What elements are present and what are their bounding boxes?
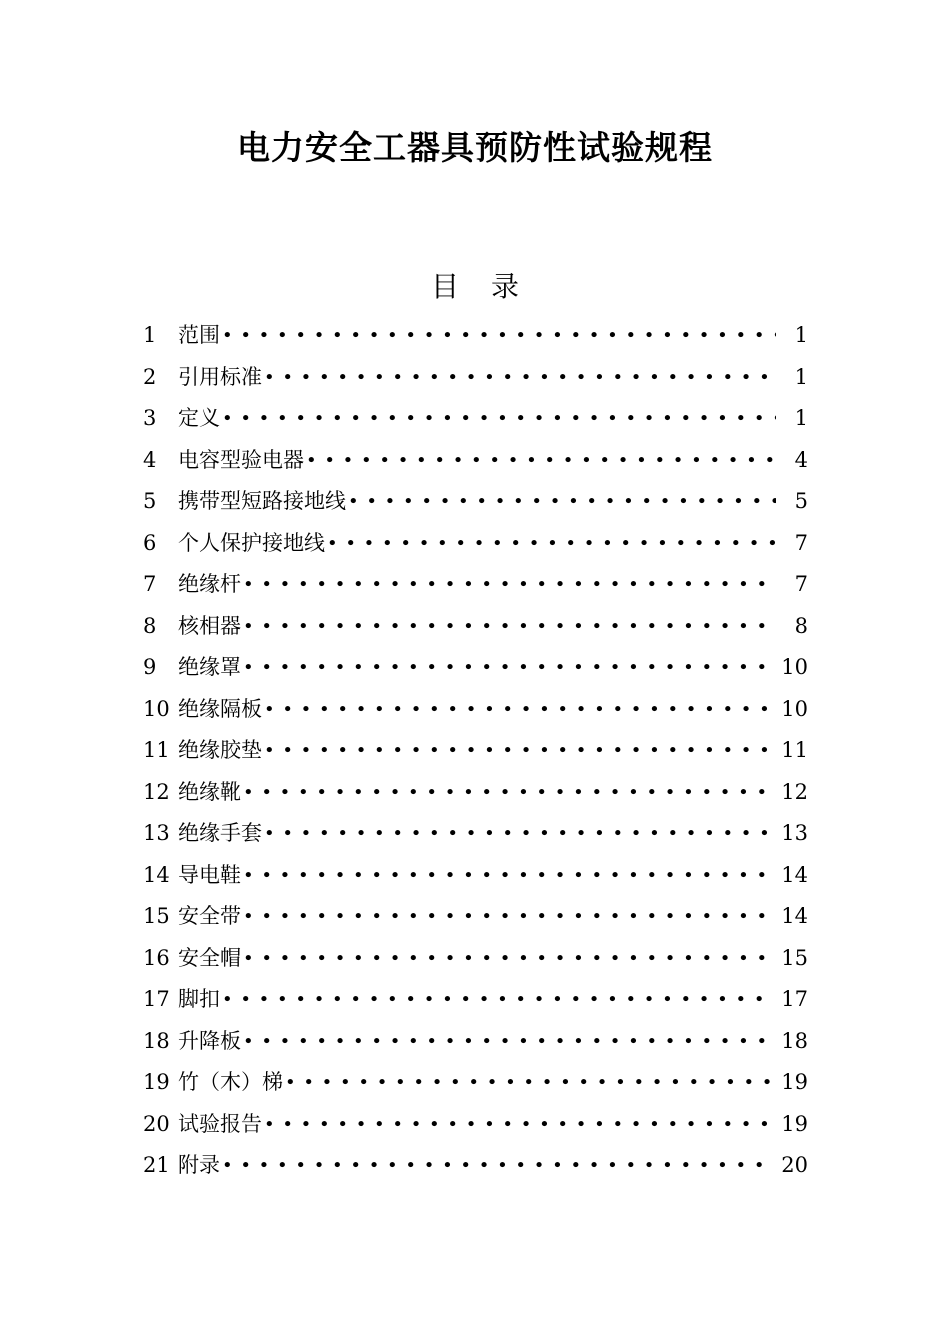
toc-entry-number: 2	[143, 364, 157, 389]
toc-entry-page-number: 19	[781, 1111, 808, 1136]
toc-entry-label: 导电鞋	[178, 862, 241, 887]
toc-dot-leader	[327, 523, 776, 565]
toc-entry-number: 13	[143, 821, 170, 845]
toc-entry-page-number: 17	[781, 987, 808, 1011]
toc-entry-label: 电容型验电器	[178, 447, 304, 472]
toc-entry-number: 15	[143, 904, 170, 928]
toc-dot-leader	[222, 315, 776, 357]
toc-dot-leader	[264, 730, 773, 772]
toc-entry-number: 16	[143, 945, 170, 970]
toc-entry-page-number: 1	[794, 364, 808, 389]
toc-entry[interactable]	[143, 813, 808, 855]
toc-entry-page-number: 8	[794, 613, 808, 638]
toc-entry-number: 11	[143, 738, 170, 762]
toc-dot-leader	[243, 772, 773, 814]
toc-entry[interactable]	[143, 938, 808, 980]
toc-entry-page-number: 12	[781, 779, 808, 804]
toc-entry-number: 20	[143, 1111, 170, 1136]
toc-entry-number: 8	[143, 613, 157, 638]
toc-entry-label: 绝缘杆	[178, 572, 241, 596]
toc-entry[interactable]	[143, 1062, 808, 1104]
toc-entry[interactable]	[143, 1145, 808, 1187]
toc-dot-leader	[264, 813, 773, 855]
toc-entry-label: 绝缘罩	[178, 655, 241, 679]
toc-entry-label: 试验报告	[178, 1111, 262, 1136]
toc-entry-label: 安全带	[178, 904, 241, 928]
toc-entry[interactable]	[143, 481, 808, 523]
toc-entry-number: 17	[143, 987, 170, 1011]
toc-entry-label: 绝缘手套	[178, 821, 262, 845]
toc-entry-number: 7	[143, 572, 157, 596]
toc-dot-leader	[243, 938, 773, 980]
toc-entry-page-number: 18	[781, 1028, 808, 1053]
toc-entry-label: 引用标准	[178, 364, 262, 389]
toc-entry-number: 21	[143, 1153, 170, 1177]
toc-entry-label: 脚扣	[178, 987, 220, 1011]
toc-entry[interactable]	[143, 315, 808, 357]
toc-entry-page-number: 5	[794, 489, 808, 513]
toc-entry-number: 4	[143, 447, 157, 472]
toc-dot-leader	[264, 1104, 773, 1146]
toc-entry-label: 安全帽	[178, 945, 241, 970]
toc-dot-leader	[243, 896, 773, 938]
toc-entry-page-number: 1	[794, 406, 808, 430]
toc-entry-page-number: 10	[781, 696, 808, 721]
toc-entry[interactable]	[143, 523, 808, 565]
toc-entry-label: 定义	[178, 406, 220, 430]
toc-entry-label: 绝缘隔板	[178, 696, 262, 721]
toc-entry-page-number: 14	[781, 862, 808, 887]
toc-dot-leader	[243, 606, 776, 648]
toc-entry-number: 12	[143, 779, 170, 804]
toc-dot-leader	[348, 481, 776, 523]
toc-dot-leader	[222, 1145, 773, 1187]
toc-entry-number: 10	[143, 696, 170, 721]
toc-entry[interactable]	[143, 357, 808, 399]
toc-dot-leader	[243, 564, 776, 606]
toc-entry[interactable]	[143, 440, 808, 482]
toc-entry-label: 范围	[178, 323, 220, 347]
toc-entry-number: 9	[143, 655, 157, 679]
toc-entry-number: 18	[143, 1028, 170, 1053]
toc-entry-label: 附录	[178, 1153, 220, 1177]
toc-entry-label: 竹（木）梯	[178, 1070, 283, 1094]
toc-dot-leader	[243, 855, 773, 897]
toc-dot-leader	[264, 689, 773, 731]
toc-entry-page-number: 11	[781, 738, 808, 762]
toc-entry-page-number: 13	[781, 821, 808, 845]
toc-entry-page-number: 7	[794, 530, 808, 555]
toc-entry-label: 个人保护接地线	[178, 530, 325, 555]
toc-dot-leader	[243, 1021, 773, 1063]
toc-entry-number: 14	[143, 862, 170, 887]
toc-entry[interactable]	[143, 730, 808, 772]
toc-entry-page-number: 20	[781, 1153, 808, 1177]
toc-entry-number: 1	[143, 323, 157, 347]
toc-entry-page-number: 1	[794, 323, 808, 347]
toc-entry[interactable]	[143, 647, 808, 689]
toc-dot-leader	[222, 398, 776, 440]
toc-entry[interactable]	[143, 1021, 808, 1063]
toc-entry-page-number: 14	[781, 904, 808, 928]
toc-entry-label: 绝缘靴	[178, 779, 241, 804]
toc-dot-leader	[264, 357, 776, 399]
toc-entry[interactable]	[143, 855, 808, 897]
toc-entry[interactable]	[143, 564, 808, 606]
toc-entry-page-number: 19	[781, 1070, 808, 1094]
toc-dot-leader	[243, 647, 773, 689]
toc-entry[interactable]	[143, 606, 808, 648]
toc-entry-number: 19	[143, 1070, 170, 1094]
toc-heading	[0, 268, 950, 306]
toc-entry[interactable]	[143, 1104, 808, 1146]
toc-entry-number: 5	[143, 489, 157, 513]
toc-dot-leader	[285, 1062, 773, 1104]
toc-list	[143, 315, 808, 1187]
toc-entry-page-number: 15	[781, 945, 808, 970]
toc-dot-leader	[306, 440, 776, 482]
toc-entry-number: 3	[143, 406, 157, 430]
toc-dot-leader	[222, 979, 773, 1021]
toc-entry-page-number: 10	[781, 655, 808, 679]
toc-entry-label: 携带型短路接地线	[178, 489, 346, 513]
toc-entry[interactable]	[143, 398, 808, 440]
toc-entry[interactable]	[143, 979, 808, 1021]
toc-entry[interactable]	[143, 689, 808, 731]
toc-entry-label: 核相器	[178, 613, 241, 638]
toc-entry-label: 绝缘胶垫	[178, 738, 262, 762]
toc-heading-char-1: 目	[430, 270, 459, 303]
toc-heading-char-2: 录	[491, 270, 520, 303]
toc-entry[interactable]	[143, 772, 808, 814]
toc-entry-number: 6	[143, 530, 157, 555]
document-title: 电力安全工器具预防性试验规程	[237, 128, 713, 168]
toc-entry[interactable]	[143, 896, 808, 938]
toc-entry-page-number: 4	[794, 447, 808, 472]
toc-entry-page-number: 7	[794, 572, 808, 596]
toc-entry-label: 升降板	[178, 1028, 241, 1053]
